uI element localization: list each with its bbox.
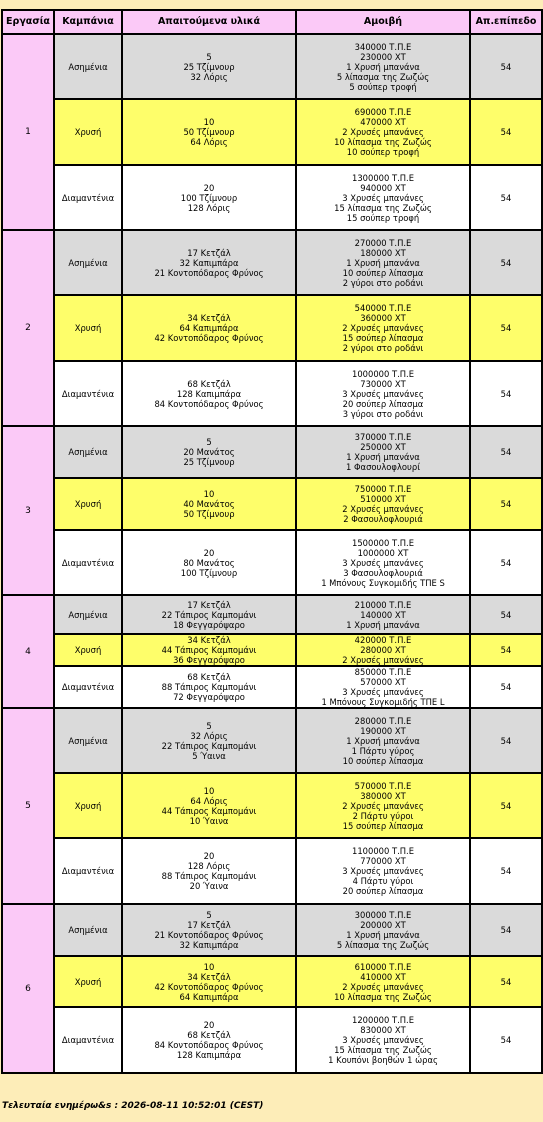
material-line: 10: [203, 489, 215, 499]
reward-line: 15 σούπερ λίπασμα: [342, 820, 424, 831]
material-line: 5: [206, 910, 212, 920]
reward-line: 2 Φασουλοφλουριά: [343, 514, 423, 524]
reward-line: 380000 ΧΤ: [360, 790, 406, 801]
reward-cell: [296, 666, 470, 708]
level-cell: 54: [470, 426, 542, 478]
material-line: 128 Λόρις: [187, 861, 231, 871]
level-cell: 54: [470, 838, 542, 904]
header-task: Εργασία: [2, 10, 54, 34]
table-row: [2, 530, 542, 595]
materials-cell: [122, 426, 296, 478]
material-line: 5: [206, 51, 212, 62]
material-line: 20: [203, 182, 215, 193]
material-line: 5: [206, 437, 212, 447]
campaign-cell: Ασημένια: [54, 708, 122, 773]
reward-line: 1 Μπόνους Συγκομιδής ΤΠΕ S: [321, 577, 445, 588]
material-line: 80 Μανάτος: [183, 557, 235, 568]
level-cell: 54: [470, 165, 542, 230]
reward-line: 470000 ΧΤ: [360, 117, 406, 127]
reward-line: 1 Χρυσή μπανάνα: [346, 452, 420, 462]
campaign-cell: Ασημένια: [54, 230, 122, 295]
campaign-cell: Χρυσή: [54, 634, 122, 666]
reward-line: 340000 Τ.Π.Ε: [354, 41, 412, 52]
level-cell: 54: [470, 773, 542, 838]
reward-line: 1 Χρυσή μπανάνα: [346, 619, 420, 630]
reward-cell: [296, 1007, 470, 1073]
material-line: 42 Κοντοπόδαρος Φρύνος: [154, 333, 264, 343]
material-line: 44 Τάπιρος Καμπομάνι: [161, 805, 257, 816]
task-number: 6: [2, 904, 54, 1073]
reward-line: 1300000 Τ.Π.Ε: [352, 172, 414, 183]
reward-line: 2 γύροι στο ροδάνι: [342, 277, 424, 288]
reward-line: 770000 ΧΤ: [360, 856, 406, 866]
level-cell: 54: [470, 361, 542, 426]
table-row: [2, 361, 542, 426]
material-line: 128 Καπιμπάρα: [176, 1050, 242, 1060]
reward-line: 210000 Τ.Π.Ε: [354, 599, 412, 610]
reward-line: 3 γύροι στο ροδάνι: [342, 408, 424, 419]
material-line: 32 Καπιμπάρα: [179, 257, 239, 268]
reward-line: 5 σούπερ τροφή: [349, 81, 417, 92]
reward-line: 830000 ΧΤ: [360, 1025, 406, 1035]
material-line: 18 Φεγγαρόψαρο: [173, 619, 245, 630]
material-line: 20 Ύαινα: [189, 881, 229, 891]
campaign-cell: Διαμαντένια: [54, 165, 122, 230]
material-line: 88 Τάπιρος Καμπομάνι: [161, 682, 257, 692]
materials-cell: [122, 295, 296, 361]
table-row: [2, 165, 542, 230]
material-line: 128 Λόρις: [187, 202, 231, 213]
materials-cell: [122, 708, 296, 773]
reward-line: 540000 Τ.Π.Ε: [354, 303, 412, 313]
material-line: 36 Φεγγαρόψαρο: [173, 655, 245, 665]
material-line: 100 Τζίμνουρ: [180, 567, 238, 578]
level-cell: 54: [470, 530, 542, 595]
level-cell: 54: [470, 34, 542, 99]
material-line: 20: [203, 547, 215, 558]
table-row: [2, 230, 542, 295]
level-cell: 54: [470, 478, 542, 530]
material-line: 21 Κοντοπόδαρος Φρύνος: [154, 267, 264, 278]
reward-line: 410000 ΧΤ: [360, 971, 406, 982]
level-cell: 54: [470, 1007, 542, 1073]
reward-line: 3 Χρυσές μπανάνες: [342, 388, 424, 399]
material-line: 34 Κετζάλ: [187, 635, 231, 645]
header-row: [2, 10, 542, 34]
materials-cell: [122, 34, 296, 99]
materials-cell: [122, 478, 296, 530]
table-row: [2, 666, 542, 708]
campaign-cell: Ασημένια: [54, 34, 122, 99]
reward-line: 15 λίπασμα της Ζωζώς: [334, 1045, 432, 1055]
reward-line: 360000 ΧΤ: [360, 313, 406, 323]
reward-line: 3 Χρυσές μπανάνες: [342, 1035, 424, 1045]
reward-line: 3 Χρυσές μπανάνες: [342, 866, 424, 876]
reward-cell: [296, 295, 470, 361]
table-row: [2, 99, 542, 165]
level-cell: 54: [470, 99, 542, 165]
campaign-cell: Διαμαντένια: [54, 1007, 122, 1073]
material-line: 5 Ύαινα: [192, 750, 226, 761]
campaign-cell: Ασημένια: [54, 426, 122, 478]
reward-cell: [296, 426, 470, 478]
reward-line: 15 σούπερ λίπασμα: [342, 333, 424, 343]
table-row: [2, 708, 542, 773]
materials-cell: [122, 838, 296, 904]
reward-line: 20 σούπερ λίπασμα: [342, 398, 424, 409]
reward-line: 2 Χρυσές μπανάνες: [342, 655, 424, 665]
reward-line: 4 Πάρτυ γύροι: [352, 876, 414, 886]
materials-cell: [122, 666, 296, 708]
table-row: [2, 295, 542, 361]
material-line: 50 Τζίμνουρ: [183, 509, 235, 519]
campaign-cell: Χρυσή: [54, 773, 122, 838]
material-line: 64 Λόρις: [190, 795, 228, 806]
reward-line: 1 Πάρτυ γύρος: [351, 745, 415, 756]
reward-line: 610000 Τ.Π.Ε: [354, 961, 412, 972]
reward-cell: [296, 361, 470, 426]
material-line: 10: [203, 961, 215, 972]
reward-line: 200000 ΧΤ: [360, 920, 406, 930]
reward-line: 10 λίπασμα της Ζωζώς: [334, 137, 432, 147]
material-line: 68 Κετζάλ: [187, 1030, 231, 1040]
reward-line: 300000 Τ.Π.Ε: [354, 910, 412, 920]
campaign-cell: Διαμαντένια: [54, 838, 122, 904]
materials-cell: [122, 165, 296, 230]
reward-line: 2 Χρυσές μπανάνες: [342, 127, 424, 137]
material-line: 50 Τζίμνουρ: [183, 127, 235, 137]
reward-line: 230000 ΧΤ: [360, 51, 406, 62]
material-line: 84 Κοντοπόδαρος Φρύνος: [154, 398, 264, 409]
campaign-cell: Ασημένια: [54, 595, 122, 634]
level-cell: 54: [470, 295, 542, 361]
material-line: 32 Καπιμπάρα: [179, 940, 239, 950]
task-number: 3: [2, 426, 54, 595]
task-number: 5: [2, 708, 54, 904]
material-line: 64 Καπιμπάρα: [179, 991, 239, 1002]
level-cell: 54: [470, 634, 542, 666]
header-level: Απ.επίπεδο: [470, 10, 542, 34]
reward-line: 1 Μπόνους Συγκομιδής ΤΠΕ L: [321, 697, 445, 707]
reward-line: 5 λίπασμα της Ζωζώς: [336, 71, 430, 82]
table-body: [2, 34, 542, 1073]
reward-line: 2 Χρυσές μπανάνες: [342, 323, 424, 333]
material-line: 5: [206, 720, 212, 731]
materials-cell: [122, 773, 296, 838]
reward-line: 570000 Τ.Π.Ε: [354, 780, 412, 791]
material-line: 72 Φεγγαρόψαρο: [173, 692, 245, 702]
reward-line: 1 Χρυσή μπανάνα: [346, 257, 420, 268]
reward-line: 10 σούπερ λίπασμα: [342, 755, 424, 766]
material-line: 25 Τζίμνουρ: [183, 61, 235, 72]
reward-line: 1 Χρυσή μπανάνα: [346, 61, 420, 72]
reward-line: 2 γύροι στο ροδάνι: [342, 343, 424, 353]
reward-line: 1200000 Τ.Π.Ε: [352, 1015, 414, 1025]
material-line: 84 Κοντοπόδαρος Φρύνος: [154, 1040, 264, 1050]
header-reward: Αμοιβή: [296, 10, 470, 34]
reward-line: 190000 ΧΤ: [360, 725, 406, 736]
material-line: 64 Λόρις: [190, 137, 228, 147]
header-campaign: Καμπάνια: [54, 10, 122, 34]
campaign-cell: Χρυσή: [54, 99, 122, 165]
material-line: 32 Λόρις: [190, 730, 228, 741]
reward-cell: [296, 34, 470, 99]
reward-line: 3 Χρυσές μπανάνες: [342, 687, 424, 697]
reward-line: 250000 ΧΤ: [360, 442, 406, 452]
material-line: 25 Τζίμνουρ: [183, 457, 235, 467]
table-header: [2, 10, 542, 34]
level-cell: 54: [470, 904, 542, 956]
reward-line: 3 Χρυσές μπανάνες: [342, 557, 424, 568]
reward-line: 1 Χρυσή μπανάνα: [346, 930, 420, 940]
reward-line: 2 Χρυσές μπανάνες: [342, 504, 424, 514]
level-cell: 54: [470, 666, 542, 708]
reward-line: 15 λίπασμα της Ζωζώς: [334, 202, 432, 213]
reward-line: 280000 ΧΤ: [360, 645, 406, 655]
reward-cell: [296, 478, 470, 530]
materials-cell: [122, 1007, 296, 1073]
task-number: 1: [2, 34, 54, 230]
materials-cell: [122, 634, 296, 666]
material-line: 34 Κετζάλ: [187, 971, 231, 982]
reward-cell: [296, 773, 470, 838]
reward-line: 370000 Τ.Π.Ε: [354, 432, 412, 442]
reward-line: 15 σούπερ τροφή: [346, 212, 420, 223]
campaign-cell: Χρυσή: [54, 478, 122, 530]
rewards-table: [1, 9, 543, 1074]
reward-line: 2 Χρυσές μπανάνες: [342, 800, 424, 811]
material-line: 20 Μανάτος: [183, 447, 235, 457]
reward-line: 1000000 Τ.Π.Ε: [352, 368, 414, 379]
reward-cell: [296, 230, 470, 295]
reward-line: 280000 Τ.Π.Ε: [354, 715, 412, 726]
reward-cell: [296, 595, 470, 634]
material-line: 17 Κετζάλ: [187, 247, 231, 258]
reward-line: 10 λίπασμα της Ζωζώς: [334, 991, 432, 1002]
material-line: 128 Καπιμπάρα: [176, 388, 242, 399]
level-cell: 54: [470, 708, 542, 773]
material-line: 32 Λόρις: [190, 71, 228, 82]
reward-line: 1 Φασουλοφλουρί: [345, 462, 421, 472]
material-line: 100 Τζίμνουρ: [180, 192, 238, 203]
reward-line: 730000 ΧΤ: [360, 378, 406, 389]
reward-line: 690000 Τ.Π.Ε: [354, 107, 412, 117]
material-line: 10: [203, 117, 215, 127]
material-line: 68 Κετζάλ: [187, 378, 231, 389]
campaign-cell: Διαμαντένια: [54, 666, 122, 708]
last-updated-text: Τελευταία ενημέρω&s : 2026-08-11 10:52:01 (CEST): [2, 1101, 264, 1111]
header-materials: Απαιτούμενα υλικά: [122, 10, 296, 34]
table-row: [2, 904, 542, 956]
material-line: 22 Τάπιρος Καμπομάνι: [161, 609, 257, 620]
level-cell: 54: [470, 230, 542, 295]
reward-line: 140000 ΧΤ: [360, 609, 406, 620]
table-row: [2, 595, 542, 634]
reward-line: 3 Χρυσές μπανάνες: [342, 192, 424, 203]
campaign-cell: Διαμαντένια: [54, 530, 122, 595]
level-cell: 54: [470, 595, 542, 634]
reward-line: 850000 Τ.Π.Ε: [354, 667, 412, 677]
level-cell: 54: [470, 956, 542, 1007]
task-number: 4: [2, 595, 54, 708]
reward-line: 270000 Τ.Π.Ε: [354, 237, 412, 248]
table-row: [2, 34, 542, 99]
reward-line: 5 λίπασμα της Ζωζώς: [336, 940, 430, 950]
materials-cell: [122, 530, 296, 595]
reward-line: 10 σούπερ λίπασμα: [342, 267, 424, 278]
reward-line: 1100000 Τ.Π.Ε: [352, 846, 414, 856]
reward-line: 2 Πάρτυ γύροι: [352, 810, 414, 821]
material-line: 20: [203, 851, 215, 861]
materials-cell: [122, 230, 296, 295]
reward-cell: [296, 634, 470, 666]
table-row: [2, 956, 542, 1007]
reward-line: 420000 Τ.Π.Ε: [354, 635, 412, 645]
material-line: 17 Κετζάλ: [187, 599, 231, 610]
material-line: 64 Καπιμπάρα: [179, 323, 239, 333]
campaign-cell: Χρυσή: [54, 295, 122, 361]
reward-cell: [296, 838, 470, 904]
materials-cell: [122, 99, 296, 165]
material-line: 10 Ύαινα: [189, 815, 229, 826]
reward-line: 510000 ΧΤ: [360, 494, 406, 504]
reward-line: 940000 ΧΤ: [360, 182, 406, 193]
table-row: [2, 634, 542, 666]
materials-cell: [122, 956, 296, 1007]
materials-cell: [122, 361, 296, 426]
material-line: 10: [203, 785, 215, 796]
reward-cell: [296, 904, 470, 956]
material-line: 88 Τάπιρος Καμπομάνι: [161, 871, 257, 881]
campaign-cell: Διαμαντένια: [54, 361, 122, 426]
table-row: [2, 478, 542, 530]
material-line: 17 Κετζάλ: [187, 920, 231, 930]
reward-cell: [296, 956, 470, 1007]
table-row: [2, 426, 542, 478]
reward-line: 750000 Τ.Π.Ε: [354, 484, 412, 494]
reward-line: 10 σούπερ τροφή: [346, 147, 420, 157]
reward-line: 1000000 ΧΤ: [357, 547, 409, 558]
reward-line: 1 Κουπόνι βοηθών 1 ώρας: [328, 1055, 438, 1065]
material-line: 42 Κοντοπόδαρος Φρύνος: [154, 981, 264, 992]
reward-line: 180000 ΧΤ: [360, 247, 406, 258]
material-line: 20: [203, 1020, 215, 1030]
reward-cell: [296, 165, 470, 230]
reward-cell: [296, 708, 470, 773]
material-line: 44 Τάπιρος Καμπομάνι: [161, 645, 257, 655]
campaign-cell: Ασημένια: [54, 904, 122, 956]
material-line: 68 Κετζάλ: [187, 672, 231, 682]
reward-line: 3 Φασουλοφλουριά: [343, 567, 423, 578]
reward-line: 1500000 Τ.Π.Ε: [352, 537, 414, 548]
material-line: 40 Μανάτος: [183, 499, 235, 509]
reward-line: 20 σούπερ λίπασμα: [342, 886, 424, 896]
material-line: 34 Κετζάλ: [187, 313, 231, 323]
table-row: [2, 838, 542, 904]
materials-cell: [122, 595, 296, 634]
reward-line: 1 Χρυσή μπανάνα: [346, 735, 420, 746]
reward-cell: [296, 99, 470, 165]
material-line: 21 Κοντοπόδαρος Φρύνος: [154, 930, 264, 940]
reward-cell: [296, 530, 470, 595]
reward-line: 2 Χρυσές μπανάνες: [342, 981, 424, 992]
campaign-cell: Χρυσή: [54, 956, 122, 1007]
table-row: [2, 773, 542, 838]
materials-cell: [122, 904, 296, 956]
material-line: 22 Τάπιρος Καμπομάνι: [161, 740, 257, 751]
task-number: 2: [2, 230, 54, 426]
table-row: [2, 1007, 542, 1073]
reward-line: 570000 ΧΤ: [360, 677, 406, 687]
